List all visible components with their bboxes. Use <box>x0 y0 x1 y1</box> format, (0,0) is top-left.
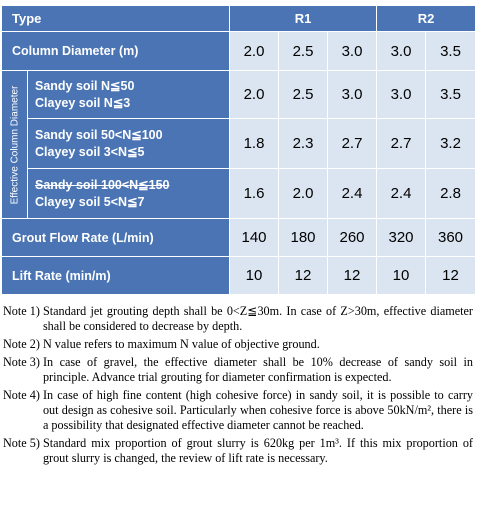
table-cell: 3.0 <box>328 32 377 71</box>
note-label: Note 2) <box>3 337 43 351</box>
sandy-soil-condition: Sandy soil 100<N≦150 <box>35 177 170 192</box>
note-4 <box>3 388 473 433</box>
table-cell: 320 <box>377 219 426 257</box>
table-cell: 1.6 <box>230 169 279 219</box>
r2-header: R2 <box>377 6 476 32</box>
table-cell: 2.5 <box>279 71 328 119</box>
row-label-soil-1 <box>28 71 230 119</box>
table-cell: 2.7 <box>377 119 426 169</box>
table-cell: 10 <box>230 257 279 295</box>
note-text: In case of gravel, the effective diameter shall be 10% decrease of sandy soil in principle. Advance trial grouting for diameter confirmation is expected. <box>42 355 473 384</box>
note-text: Standard mix proportion of grout slurry is 620kg per 1m³. If this mix proportion of grout slurry is changed, the review of lift rate is necessary. <box>42 436 473 465</box>
row-label-soil-2 <box>28 119 230 169</box>
sandy-soil-condition: Sandy soil 50<N≦100 <box>35 127 163 142</box>
table-cell: 3.2 <box>426 119 476 169</box>
note-5 <box>3 436 473 466</box>
note-label: Note 3) <box>3 355 43 369</box>
table-row <box>2 257 476 295</box>
clayey-soil-condition: Clayey soil 5<N≦7 <box>35 194 145 209</box>
table-row <box>2 119 476 169</box>
note-1 <box>3 304 473 334</box>
table-cell: 12 <box>328 257 377 295</box>
table-row <box>2 32 476 71</box>
note-3 <box>3 355 473 385</box>
table-cell: 2.0 <box>230 32 279 71</box>
effective-diameter-group-label <box>2 71 28 219</box>
note-2 <box>3 337 473 352</box>
row-label-grout-flow-rate: Grout Flow Rate (L/min) <box>2 219 230 257</box>
table-row <box>2 219 476 257</box>
effective-diameter-label: Effective Column Diameter <box>9 85 20 204</box>
table-cell: 2.4 <box>328 169 377 219</box>
table-cell: 360 <box>426 219 476 257</box>
sandy-soil-condition: Sandy soil N≦50 <box>35 78 135 93</box>
note-text: Standard jet grouting depth shall be 0<Z≦30m. In case of Z>30m, effective diameter shall be considered to decrease by depth. <box>42 304 473 333</box>
note-text: N value refers to maximum N value of objective ground. <box>42 337 320 351</box>
clayey-soil-condition: Clayey soil N≦3 <box>35 95 131 110</box>
table-row <box>2 71 476 119</box>
table-cell: 3.0 <box>377 71 426 119</box>
table-cell: 2.7 <box>328 119 377 169</box>
table-cell: 2.0 <box>279 169 328 219</box>
table-cell: 180 <box>279 219 328 257</box>
type-header: Type <box>2 6 230 32</box>
table-cell: 3.5 <box>426 71 476 119</box>
note-label: Note 5) <box>3 436 43 450</box>
table-cell: 12 <box>426 257 476 295</box>
table-cell: 2.4 <box>377 169 426 219</box>
table-cell: 260 <box>328 219 377 257</box>
note-label: Note 1) <box>3 304 43 318</box>
note-text: In case of high fine content (high cohesive force) in sandy soil, it is possible to carry out design as cohesive soil. Particularly when cohesive force is above 50kN/m², there is a possibility that designated effective diameter cannot be reached. <box>42 388 473 432</box>
table-cell: 2.3 <box>279 119 328 169</box>
table-cell: 2.0 <box>230 71 279 119</box>
specification-table <box>1 5 476 295</box>
table-cell: 1.8 <box>230 119 279 169</box>
row-label-lift-rate: Lift Rate (min/m) <box>2 257 230 295</box>
table-cell: 3.0 <box>377 32 426 71</box>
table-cell: 140 <box>230 219 279 257</box>
header-row <box>2 6 476 32</box>
table-cell: 3.5 <box>426 32 476 71</box>
r1-header: R1 <box>230 6 377 32</box>
table-cell: 3.0 <box>328 71 377 119</box>
row-label-soil-3 <box>28 169 230 219</box>
clayey-soil-condition: Clayey soil 3<N≦5 <box>35 144 145 159</box>
table-cell: 10 <box>377 257 426 295</box>
row-label-column-diameter: Column Diameter (m) <box>2 32 230 71</box>
table-cell: 12 <box>279 257 328 295</box>
table-cell: 2.8 <box>426 169 476 219</box>
note-label: Note 4) <box>3 388 43 402</box>
table-cell: 2.5 <box>279 32 328 71</box>
table-row <box>2 169 476 219</box>
notes-section <box>3 304 473 469</box>
